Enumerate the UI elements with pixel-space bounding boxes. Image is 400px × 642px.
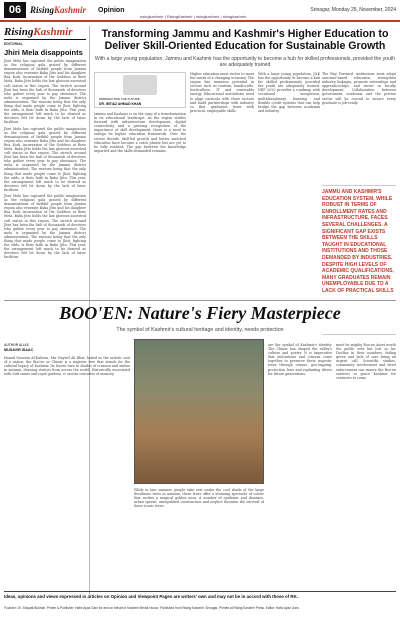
editorial-logo <box>4 26 86 40</box>
editorial-body-cont2: Jhiri Mela has captured the public imagination as the religious gala graced by different denominations of faithful people from Jammu region also venerate Baba Jitto and his daughter Bua Kodi, incarnation of the Goddess at their Mela. Baba Jitto holds the last glorious ancestral cult status in this region. The stretch around Jhiri has been the hub of thousands of devotees who gather every year to pay obeisance. The mela is organised by the Jammu district administration. The reasons being that the only thing that made people come to Jhiri, fighting the odds, is their faith in Baba Jitto. This year, the arrangement left much to be desired as devotees felt let down by the lack of basic facilities. <box>4 194 86 260</box>
article-column-4: The Way Forward: institutions must adopt outcome-based education, strengthen industry linkages, promote internships and apprenticeships, and invest in faculty development. Collaboration between government, academia and the private sector will be crucial to ensure every graduate is job-ready. <box>322 72 396 105</box>
social-handles: risingkashmir | RisingKashmir | risingkashmir | risingkashmir <box>140 14 247 19</box>
article2-column-2: While in late summer, people take rest under the cool shade of the large deciduous trees in autumn, these trees offer a stunning spectacle of colour that evokes a magical golden aura. A number of epidemic and diseases, urban sprawl, unregulated construction and neglect threaten the survival of these iconic trees. <box>134 488 264 509</box>
article2-headline: BOO'EN: Nature's Fiery Masterpiece <box>59 303 341 323</box>
masthead-brand: Rising <box>30 5 55 15</box>
editorial-title: Jhiri Mela disappoints <box>4 48 83 57</box>
chinar-tree-photo <box>134 339 264 484</box>
section-title: Opinion <box>98 6 125 14</box>
page-number: 06 <box>4 2 26 18</box>
article-column-3: With a large young population, J&K has the opportunity to become a hub for skilled professionals provided the youth are adequately trained. NEP 2020 provides a roadmap with vocational integration, multidisciplinary learning and flexible credit systems that can help bridge the gap between academia and industry. <box>258 72 320 113</box>
article2-deck: The symbol of Kashmir's cultural heritage and identity, needs protection <box>116 327 284 333</box>
editorial-body: Jhiri Mela has captured the public imagination as the religious gala graced by different denominations of faithful people from Jammu region also venerate Baba Jitto and his daughter Bua Kodi, incarnation of the Goddess at their Mela. Baba Jitto holds the last glorious ancestral cult status in this region. The stretch around Jhiri has been the hub of thousands of devotees who gather every year to pay obeisance. The mela is organised by the Jammu district administration. The reasons being that the only thing that made people come to Jhiri, fighting the odds, is their faith in Baba Jitto. This year, the arrangement left much to be desired as devotees felt let down by the lack of basic facilities. <box>4 59 86 125</box>
editorial-body-cont: Jhiri Mela has captured the public imagination as the religious gala graced by different denominations of faithful people from Jammu region also venerate Baba Jitto and his daughter Bua Kodi, incarnation of the Goddess at their Mela. Baba Jitto holds the last glorious ancestral cult status in this region. The stretch around Jhiri has been the hub of thousands of devotees who gather every year to pay obeisance. The mela is organised by the Jammu district administration. The reasons being that the only thing that made people come to Jhiri, fighting the odds, is their faith in Baba Jitto. This year, the arrangement left much to be desired as devotees felt let down by the lack of basic facilities. <box>4 126 86 192</box>
dateline: Srinagar, Monday 25, November, 2024 <box>310 7 396 13</box>
author-label: PERSPECTIVE THE FUTURE <box>99 97 140 101</box>
masthead-brand-accent: Kashmir <box>54 5 87 15</box>
pull-quote-text: JAMMU AND KASHMIR'S EDUCATION SYSTEM, WHILE ROBUST IN TERMS OF ENROLLMENT RATES AND INFRASTRUCTURE, FACES SEVERAL CHALLENGES. A SIGNIFICANT GAP EXISTS BETWEEN THE SKILLS TAUGHT IN EDUCATIONAL INSTITUTIONS AND THOSE DEMANDED BY INDUSTRIES. DESPITE HIGH LEVELS OF ACADEMIC QUALIFICATIONS, MANY GRADUATES REMAIN UNEMPLOYABLE DUE TO A LACK OF PRACTICAL SKILLS <box>322 189 394 294</box>
editorial-brand: Rising <box>4 26 34 38</box>
article-deck: With a large young population, Jammu and Kashmir has the opportunity to become a hub for skilled professionals, provided the youth are adequately trained <box>94 56 396 68</box>
opinion-disclaimer: Ideas, opinions and views expressed in articles on Opinion and Viewpoint Pages are writers' own and may not be in accord with those of RK. <box>4 591 396 599</box>
article2-column-3: are the symbol of Kashmir's identity. The Chinar has shaped the valley's culture and poetry. It is imperative that institutions and citizens come together to preserve these majestic trees through census, geo-tagging, protection laws and replanting drives for future generations. <box>268 343 332 376</box>
imprint-line: Founder: Dr. Shujaat Bukhari. Printer & Publisher: Hafiz Ayaz Gani for and on behalf of Kashmir Media House. Published from Rising Kashmir, Srinagar. Printed at Rising Kashmir Press. Editor: Hafiz Ayaz Gani. <box>4 606 300 610</box>
article2-column-1: Hamid Naseem Al-Kaleem, Mir Nayeef Ali Bhat, hailed as the artistic soul of a nation, the Boo'en or Chinar is a majestic tree that stands for the cultural legacy of Kashmir. Its leaves turn to shades of crimson and amber in autumn, drawing visitors from across the world. Historically associated with Sufi saints and royal gardens, it carries centuries of memory. <box>4 356 130 377</box>
editorial-label: EDITORIAL <box>4 42 23 46</box>
masthead-logo <box>30 5 86 15</box>
section-divider <box>4 300 396 301</box>
editorial-brand-accent: Kashmir <box>33 26 73 38</box>
article-headline: Transforming Jammu and Kashmir's Higher Education to Deliver Skill-Oriented Education for Sustainable Growth <box>101 28 389 52</box>
article-column-1: Jammu and Kashmir is on the cusp of a transformation in its educational landscape. As the region strides forward with infrastructure development, digital connectivity and a growing recognition of the importance of skill development, there is a need to realign its higher education framework. Over the recent decade, skill-led growth and better matched education have become a catch phrase but are yet to be fully realised. The gap between the knowledge imparted and the skills demanded remains. <box>94 112 186 153</box>
article2-author-label: AUTHOR ALIAS <box>4 343 29 347</box>
author-box <box>94 72 186 108</box>
author-avatar <box>123 75 157 95</box>
article2-author-name: MUSAVIR ISAAC <box>4 348 34 352</box>
article2-column-4: must be mighty Boo'en Asset worth the public over but lost so far. Decline in their numbers, fading green and lack of care bring an urgent call. Scientific studies, community involvement and strict enforcement can ensure the Boo'en survives to grace Kashmir for centuries to come. <box>336 343 396 380</box>
author-name: DR. IMTIAZ AHMAD KHAN <box>99 102 142 106</box>
article-column-2: Higher education must evolve to meet the needs of a changing economy. The region has immense potential in sectors such as tourism, handicrafts, horticulture, IT and renewable energy. Educational institutions need to align curricula with these sectors and build partnerships with industry so that graduates leave with practical, employable skills. <box>190 72 254 113</box>
